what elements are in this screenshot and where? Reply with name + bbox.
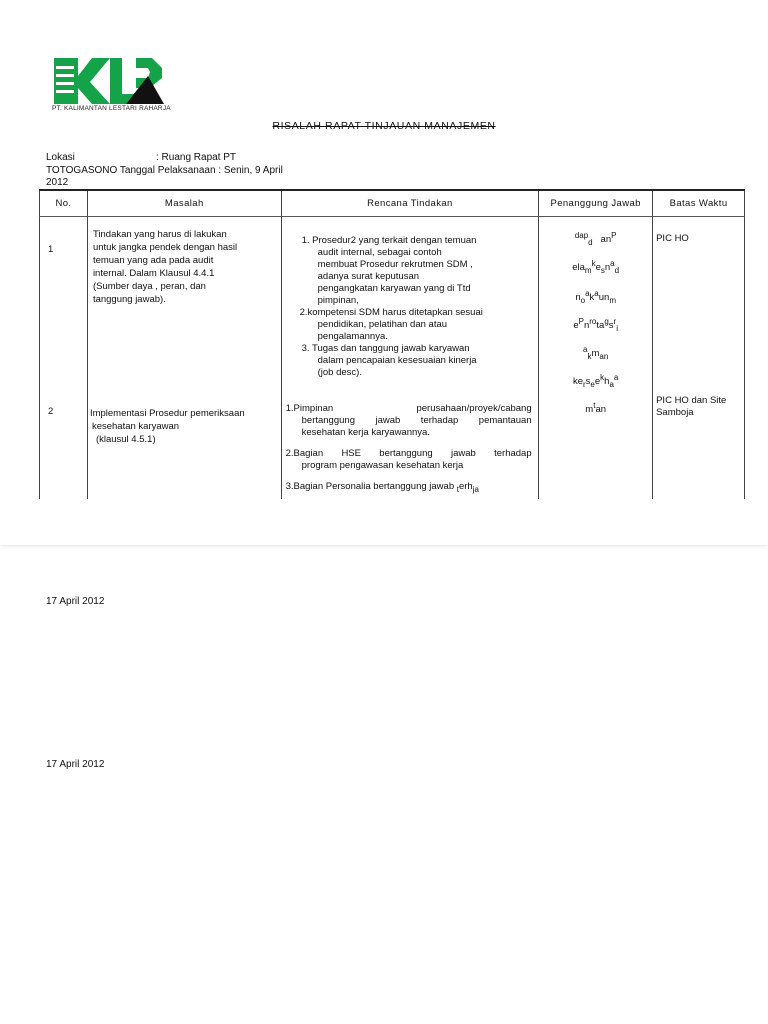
pj-frag: u	[598, 292, 605, 304]
pj-frag: i	[616, 324, 618, 334]
pj-frag: an	[600, 234, 612, 246]
action-line: 3. Tugas dan tanggung jawab karyawan	[301, 343, 470, 354]
pj-frag: m	[584, 266, 592, 276]
responsible-line	[539, 317, 652, 333]
cell-rencana	[281, 217, 539, 500]
action-line: 2.Bagian HSE bertanggung jawab terhadap	[285, 448, 532, 459]
pj-frag: t	[593, 401, 596, 410]
pj-frag: e	[595, 262, 601, 274]
responsible-line	[539, 345, 652, 361]
issue-1-line: (Sumber daya , peran, dan	[92, 281, 206, 292]
location-line	[46, 152, 346, 165]
action-line: membuat Prosedur rekrutmen SDM ,	[317, 259, 473, 270]
pj-frag: m	[609, 296, 616, 306]
issue-2-line: kesehatan karyawan	[91, 421, 180, 432]
responsible-line	[539, 231, 652, 247]
pj-frag: P	[578, 317, 584, 326]
responsible-line	[539, 401, 652, 415]
action-line: pendidikan, pelatihan dan atau	[317, 319, 448, 330]
pj-frag: s	[608, 320, 614, 332]
date-line: TOTOGASONO Tanggal Pelaksanaan : Senin, 9 April	[46, 164, 283, 176]
pj-frag: d	[588, 238, 593, 248]
meeting-info	[46, 152, 346, 190]
issue-1-line: Tindakan yang harus di lakukan	[92, 229, 227, 240]
issue-1-line: untuk jangka pendek dengan hasil	[92, 242, 238, 253]
action-plan-2	[286, 403, 532, 496]
table-header-row	[40, 190, 745, 217]
action-line: dalam pencapaian kesesuaian kinerja	[317, 355, 477, 366]
pj-frag: n	[575, 292, 581, 304]
action-text: ja	[472, 484, 479, 494]
pj-frag: s	[600, 266, 605, 276]
deadline-line: PIC HO dan Site	[656, 395, 727, 406]
pj-frag: P	[611, 231, 617, 240]
table-body-row	[40, 217, 745, 500]
issue-2	[90, 407, 278, 446]
col-header-masalah: Masalah	[87, 190, 281, 217]
pj-frag: a	[594, 289, 599, 298]
pj-frag: k	[600, 373, 605, 382]
year-line: 2012	[46, 177, 69, 188]
cell-no	[40, 217, 88, 500]
pj-frag: ela	[572, 262, 585, 274]
col-header-batas: Batas Waktu	[653, 190, 745, 217]
action-line: 1.Pimpinan perusahaan/proyek/cabang	[285, 403, 532, 414]
action-line: bertanggung jawab terhadap pemantauan	[301, 415, 532, 426]
minutes-table	[39, 189, 745, 499]
row-number: 2	[48, 406, 54, 417]
action-plan-1	[299, 235, 534, 379]
pj-frag: d	[614, 266, 620, 276]
pj-frag: dap	[574, 231, 589, 240]
deadline-line: Samboja	[656, 407, 694, 418]
cell-masalah	[87, 217, 281, 500]
issue-1	[93, 228, 281, 306]
responsible-line	[539, 289, 652, 305]
pj-frag: ke	[572, 376, 583, 388]
col-header-rencana: Rencana Tindakan	[281, 190, 539, 217]
action-line: adanya surat keputusan	[317, 271, 420, 282]
location-value: : Ruang Rapat PT	[156, 152, 237, 163]
pj-frag: n	[583, 320, 590, 332]
pj-frag: e	[594, 376, 601, 388]
pj-frag: h	[604, 376, 610, 388]
deadline-2	[656, 395, 726, 419]
pj-frag: an	[599, 352, 609, 362]
col-header-no: No.	[40, 190, 88, 217]
location-label: Lokasi	[46, 152, 75, 163]
pj-frag: n	[604, 262, 611, 274]
responsible-line	[539, 259, 652, 275]
issue-1-line: internal. Dalam Klausul 4.4.1	[92, 268, 215, 279]
action-line: (job desc).	[317, 367, 362, 378]
action-text: 3.Bagian Personalia bertanggung jawab	[285, 481, 455, 492]
pj-frag: o	[580, 296, 586, 306]
issue-1-line: temuan yang ada pada audit	[92, 255, 214, 266]
pj-frag: k	[589, 292, 595, 304]
pj-frag: a	[609, 380, 614, 390]
pj-frag: m	[585, 404, 594, 416]
title-text: RISALAH RAPAT TINJAUAN MANAJEMEN	[272, 120, 496, 132]
issue-2-line: (klausul 4.5.1)	[95, 434, 156, 445]
pj-frag: g	[604, 317, 609, 326]
action-line: 1. Prosedur2 yang terkait dengan temuan	[301, 235, 477, 246]
pj-frag: ta	[596, 320, 605, 332]
action-line: pimpinan,	[317, 295, 359, 306]
action-text: t	[456, 484, 459, 494]
pj-frag: e	[573, 320, 579, 332]
action-line	[286, 481, 532, 496]
page-title	[0, 120, 768, 132]
pj-frag: a	[610, 259, 615, 268]
action-line: 2.kompetensi SDM harus ditetapkan sesuai	[299, 307, 483, 318]
action-line: program pengawasan kesehatan kerja	[301, 460, 464, 471]
action-line: kesehatan kerja karyawannya.	[301, 427, 430, 438]
action-text: erh	[458, 481, 473, 492]
pj-frag: s	[585, 376, 591, 388]
pj-frag: r	[582, 380, 586, 390]
action-line: pengangkatan karyawan yang di Ttd	[317, 283, 471, 294]
company-name: PT. KALIMANTAN LESTARI RAHARJA	[52, 105, 171, 112]
pj-frag: r	[613, 317, 617, 326]
pj-frag: k	[591, 259, 596, 268]
date-label: 17 April 2012	[46, 759, 105, 770]
responsible-line	[539, 373, 652, 389]
cell-penanggung	[539, 217, 653, 500]
cell-batas	[653, 217, 745, 500]
col-header-penanggung: Penanggung Jawab	[539, 190, 653, 217]
deadline-1: PIC HO	[656, 233, 689, 244]
issue-1-line: tanggung jawab).	[92, 294, 166, 305]
pj-frag: k	[587, 352, 592, 362]
pj-frag: n	[604, 292, 610, 304]
row-number: 1	[48, 244, 54, 255]
pj-frag: a	[585, 289, 590, 298]
pj-frag: a	[583, 345, 588, 354]
pj-frag: an	[595, 404, 607, 416]
pj-frag: e	[590, 380, 595, 390]
action-line: audit internal, sebagai contoh	[317, 247, 442, 258]
pj-frag: m	[591, 348, 600, 360]
issue-2-line: Implementasi Prosedur pemeriksaan	[89, 408, 245, 419]
pj-frag: a	[613, 373, 619, 382]
pj-frag: ro	[589, 317, 597, 326]
date-label: 17 April 2012	[46, 596, 105, 607]
action-line: pengalamannya.	[317, 331, 388, 342]
